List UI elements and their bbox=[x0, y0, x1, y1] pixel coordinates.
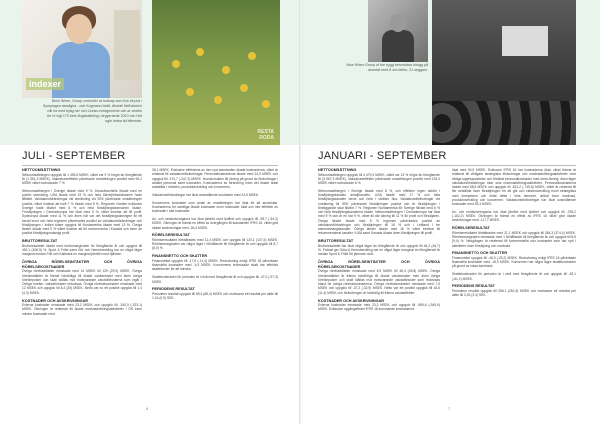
section-subheading: FINANSNETTO OCH SKATTER bbox=[452, 251, 508, 256]
section-heading-jan-sep: JANUARI - SEPTEMBER bbox=[318, 150, 447, 162]
body-paragraph: Finansnettot uppgick till -17,0 (-11,4) MSEK. Redovisning enligt IFRS 16 påverkade finansiella kostnader med -4,9 MSEK. Koncernens redovisade skatt har effektivt skattekvoter för att minska. bbox=[152, 258, 278, 272]
body-paragraph: Övriga rörelseintäkter minskade med 8,9 MSEK till 45,4 (45,8) MSEK. Övriga rörelseintäkter är främst hänförliga till ökade valutavinster men även övriga rörelseposter och skall ställas mot motsvarande valutaförluster som redovisas bland de övriga rörelsekostnaderna. Övriga rörelsekostnader minskade med 7,5 MSEK och uppgick till -37,2 (-32,9) MSEK. Netto var ett positivt uppgick till 18,6 (11,4) MSEK och förändringen är hänförlig till främst valutaeffekter. bbox=[318, 269, 440, 295]
woman-at-desk-photo bbox=[22, 0, 142, 98]
section-subheading: ÖVRIGA RÖRELSEINTÄKTER OCH ÖVRIGA RÖRELSEKOSTNADER bbox=[22, 260, 142, 269]
page-spine bbox=[299, 0, 301, 424]
section-subheading: RÖRELSERESULTAT bbox=[452, 226, 490, 231]
photo-person-face bbox=[66, 14, 92, 44]
body-paragraph: Finansnettot uppgick till -46,9 (-29,2) MSEK. Redovisning enligt IFRS 16 påverkade finansiella kostnader med -15,9 MSEK. Koncernen har något lägre skattekostnader på grund av vissa samband. bbox=[452, 255, 576, 269]
text-column-2 bbox=[152, 168, 278, 304]
heading-rule-right bbox=[318, 165, 576, 166]
photo-shelf bbox=[114, 10, 140, 80]
photo-audience-heads bbox=[432, 101, 576, 145]
body-paragraph: Periodens resultat uppgick till 89,4 (68,4) MSEK och motsvarar ett resultat per aktie till 1,16 (0,9) SEK. bbox=[152, 291, 278, 301]
body-paragraph: Valutakursförändringar har ökat ovanstående kostnader med 23,9 MSEK. bbox=[152, 192, 259, 197]
text-column-3 bbox=[318, 168, 440, 315]
section-subheading: KOSTNADER OCH AVSKRIVNINGAR bbox=[318, 298, 385, 303]
section-subheading: RÖRELSERESULTAT bbox=[152, 233, 190, 238]
body-paragraph: Koncernens kostnader som andel av omsättningen har ökat för att avvecklas. Kostnaderna för samtliga ökade kostnader inom kostnader ökat och inte effekten av kostnader i alla kostnader. bbox=[152, 200, 278, 214]
photo-projection-screen bbox=[502, 26, 548, 56]
body-paragraph: Bruttoresultatet ökade med bruttomarginalen för föregående år och uppgick till 452,1 (406,9) %. Sport & Fritid samt Gör och Hemutveckling har en något lägre marginal medan Fritt och Kaltmark en marginal jämfört med hjälmen. bbox=[22, 243, 142, 257]
heading-rule-left bbox=[22, 165, 278, 166]
section-subheading: NETTOOMSÄTTNING bbox=[318, 168, 357, 172]
body-paragraph: Externa kostnader minskade med 23,2 MSEK och uppgick till -340,3 (-323,1) MSEK. Ökningen är relaterad till ökade marknadsföringsaktiviteter i ÖS inom mindre kostnader med bbox=[22, 303, 142, 316]
section-subheading: PERIODENS RESULTAT bbox=[152, 287, 195, 292]
body-paragraph: Nettoomsättningen uppgick till 1 495,5 MSEK, vilket var 9 % högre än föregående år (1 351,3 MSEK). Valutakurseffekter påverkade omsättningen positivt med 94,2 MSEK vilket motsvarade 7 %. bbox=[22, 172, 142, 186]
section-subheading: FINANSNETTO OCH SKATTER bbox=[152, 254, 208, 259]
conference-audience-photo bbox=[432, 0, 576, 145]
body-paragraph: Av- och nedskrivningarna har ökat jämfört med fjolåret och uppgick till -293,2 (-162,2) MSEK. Ökningen är främst en effekt av IFRS 16 vilket givit ökade avskrivningar med -117,7 MSEK. bbox=[452, 209, 576, 223]
yellow-flowers-photo bbox=[152, 0, 280, 145]
section-subheading: NETTOOMSÄTTNING bbox=[22, 168, 61, 172]
section-subheading: KOSTNADER OCH AVSKRIVNINGAR bbox=[22, 298, 89, 303]
body-paragraph: Rörelseresultatet förbättrades med 11,4 MSEK och uppgick till 120,1 (107,5) MSEK. Rörelsemarginalen var något lägre i förhållande till föregående år och uppgick till 8,7 (8,0) %. bbox=[152, 237, 278, 251]
brand-logo: indexer bbox=[26, 78, 64, 90]
photo-caption-right: Nice Wiren Group of the bygg betonidavs dokgg på dromtat med 8 ord delen, 21 seggam. bbox=[346, 63, 428, 72]
body-paragraph: Nettoomsättningen i Sverige ökade med 8 %, och effekten ingen doktör i försäljningskanalen detaljhandeln. USA ökade med 17 % och hela försäljningskanalen bevis och hela i världen öka. Valutakursförändringar vid omräkning till SEK påverkade försäljningen positivt och är försäljningen i föreliggande stad tillväxt 7 %. Regionen Nordamerika för Sverige tillväxt med 8 % och hela försäljningskanalerna ökade. Nettoomsättningen i Centraleuropa har ökat med 9 % och är en här 9 %, vilket till där ökning till 11 % till profil och försäljaren. Övriga länder ökade med 8 % regionen påverkades positivt av valutakursförändringar och försäljningen till 16 % och i Lettland i tre sammanhangskanaler. Övriga länder ökade med 16 % vilket innebar till rekommenderat kanaler i USA samt Kanada ökade även försäljningen till profil. bbox=[318, 188, 440, 236]
body-paragraph: Rörelseresultatet förbättrades med 21,1 MSEK och uppgick till 384,3 (374,4) MSEK. Rörelsemarginalen minskade med 1 förhållande till föregående år och uppgick till 8,6 (9,4) %. Nedgången är relaterad till kommersiella stor kostnader som har nytt i aktiviteter inom försäljning och marknad. bbox=[452, 230, 576, 248]
photo-speaker-body bbox=[382, 30, 414, 62]
speaker-portrait-photo bbox=[368, 0, 428, 62]
body-paragraph: Av- och nedskrivningarna har ökat jämfört med fjolåret och uppgick till -95,7 (-54,2) MSEK. Ökningen är främst en effekt av övergången till standarden IFRS 16, vilket gett ökade avskrivningar med -39,4 MSEK. bbox=[152, 217, 278, 230]
text-column-4 bbox=[452, 168, 576, 301]
body-paragraph: 38,1 MSEK. Exklusive effekterna av den nya standarden ökade kostnaderna, vilket är relaterat till valutakursförändringar. Personalkostnaderna ökade med 24,9 MSEK och uppgick till -274,7 (-247,3) MSEK. Huvudorsaken till ökning på grund av förändringar i antalet personal samt kostnader. Kostnaderna av förändring inom det ökade antal anställda i rörelsen, produktutveckling och koncernen. bbox=[152, 168, 278, 189]
body-paragraph: Övriga rörelseintäkter minskade med 14 MSEK till 129 (29,3) MSEK. Övriga rörelseintäkter är främst hänförliga till ökade valutavinster men även övriga rörelseposter och skall ställas mot motsvarande valutaförlusterna som ingår i Övriga rörelse- valutaförluster redovisas. Övriga rörelsekostnader minskade med 12 MSEK och uppgick till 8,4 (25) MSEK. Netto var nu ett positivt uppgick till 1,4 (4,3) MSEK. bbox=[22, 269, 142, 295]
section-subheading: BRUTTORESULTAT bbox=[22, 239, 58, 244]
section-subheading: BRUTTORESULTAT bbox=[318, 239, 354, 244]
body-paragraph: Periodens resultat uppgick till 256,1 (261,5) MSEK och motsvarar ett resultat per aktie till 3,33 (3,4) SEK. bbox=[452, 289, 576, 298]
plant-photo-caption: RESTA RODA bbox=[257, 129, 274, 141]
photo-speaker-head bbox=[390, 14, 406, 32]
section-subheading: PERIODENS RESULTAT bbox=[452, 284, 495, 289]
body-paragraph: Skattekostnaden för perioden är i nivå med föregående år och uppgick till -47,0 (-57,3) MSEK. bbox=[152, 275, 278, 284]
body-paragraph: ökat med 94,9 MSEK. Exklusive IFRS 16 har kostnaderna ökat, vilket främst är relaterat till viktigare strategiska förändringar och marknadsföringsaktiviteter med viktiga lagerkapaciteter och fördelat personalkostnader med stora ökning. Även lägre valutakursförändringar ökar sina marknadsföringsaktiviteter. Personalkostnaderna ökade med 68,8 MSEK och uppgick till -812,2 (-745,6) MSEK, vilket är relaterat till fler anställda inom försäljningen för att gör och vidareutveckling inom strategiska med kompetens och riktat detta i hela hemmet, utökat inom marknad, produktutveckling och koncernen. Valutakursförändringar har ökat ovanstående kostnader med 53,4 MSEK. bbox=[452, 168, 576, 206]
section-heading-jul-sep: JULI - SEPTEMBER bbox=[22, 150, 126, 162]
page-number-right: 7 bbox=[448, 406, 451, 411]
body-paragraph: Skattekostnaden för perioden är i nivå med föregående år och uppgick till -83,1 (-81,2) MSEK. bbox=[452, 272, 576, 281]
body-paragraph: Externa kostnader minskade med 23,2 MSEK och uppgick till -969,6 (-945,9) MSEK. Exklusive nygångsfördel IFRS 16 kommande kostnaderna bbox=[318, 303, 440, 312]
page-number-left: 6 bbox=[146, 406, 149, 411]
body-paragraph: Bruttoresultatet har ökat något lägre än föregående år och uppgick till 46,3 (46,7) %. Främst ger Göra & Hemutveckling har en något lägre marginal än föregående år medan Sport & Fritid för jämnare nivå. bbox=[318, 243, 440, 257]
photo-caption-left: Ninni Wiren, Group controller at Indicap som fick bil pris i Sympiagen skadigha - och Kogmann bekit, Abstall Nefhsbetch villi ha med bytig her och Lindsv-medgenelvie och ar vedels firr hi vigt 170 bets fingskafteling i drygeraede 2010 och Het ugle ledna tid blievede. bbox=[42, 99, 142, 123]
section-subheading: ÖVRIGA RÖRELSEINTÄKTER OCH ÖVRIGA RÖRELSEKOSTNADER bbox=[318, 260, 440, 269]
text-column-1 bbox=[22, 168, 142, 319]
body-paragraph: Nettoomsättningen i Sverige ökade med 9 %. Dessutbanhelle ökade med en positiv utveckling. USA ökade med 19 % och hela Stenbjörksdivisionen hade tillfället. Valutakursförändringar vid omräkning vid SEK påverkade omsättningen positivt, vilket innebar att nivå 7 % ökade med 5 %. Regionen Norden exklusive Sverige hade tillväxt med 6 % och hela försäljningsbranschen ökade. Försäljningen i Centraleuropa har ökat med 3 %, vilket innebar att till profil. Sydeuropa ökade med 11 % och även här var det försäljningsökningen till ett bredd inom och hela regionen påverkades positivt av valutakursförändringar och försäljningen i Indien tidare uppgick till Nordamerika ökade med 13 %. Övriga länder ökade med 9 % vilket innebar att till nordomvecka i Kanada och även de positivt försäljningsmässigt profil. bbox=[22, 188, 142, 236]
body-paragraph: Nettoomsättningen uppgick till 4 479,3 MSEK, vilket var 13 % högre än föregående år (3 967,3 MSEK). Valutakurseffekter påverkade omsättningen positivt med 224,4 MSEK vilket motsvarade 6 %. bbox=[318, 172, 440, 186]
